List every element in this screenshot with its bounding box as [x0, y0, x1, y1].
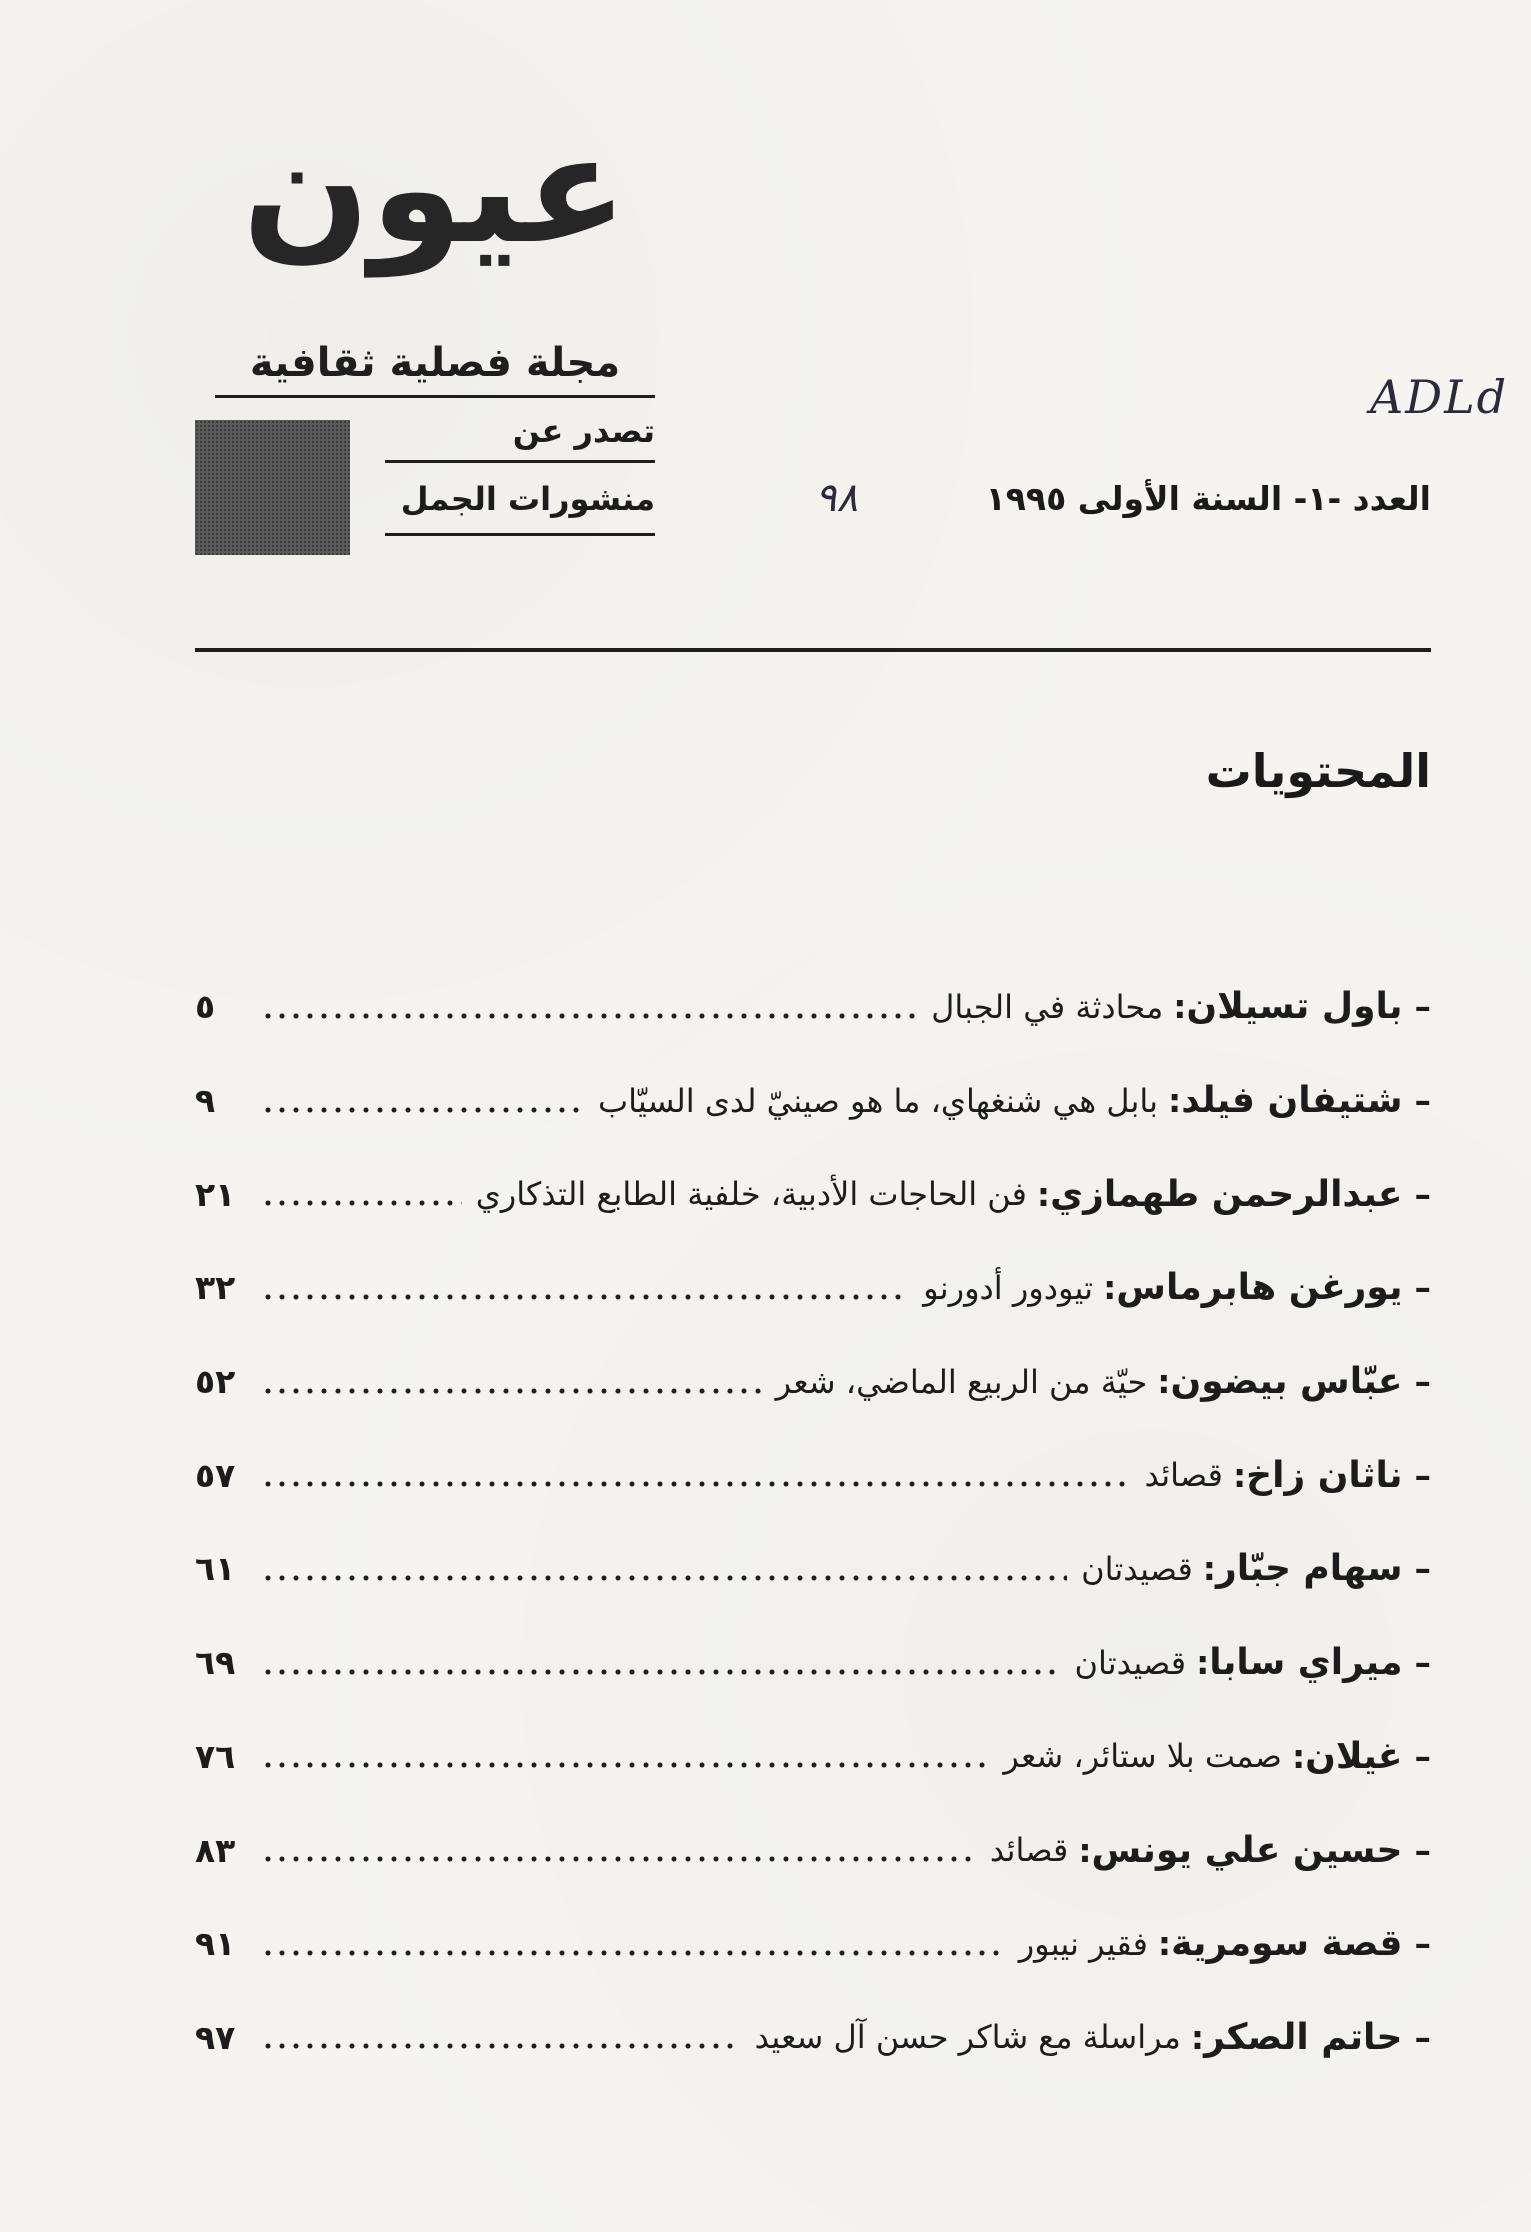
- toc-page-number: ٣٢: [195, 1268, 236, 1308]
- toc-page-number: ٧٦: [195, 1736, 236, 1776]
- toc-separator: :: [1168, 1081, 1182, 1121]
- toc-dash: –: [1414, 1830, 1431, 1870]
- toc-page-number: ٦٩: [195, 1643, 236, 1683]
- toc-separator: :: [1291, 1736, 1306, 1776]
- toc-dash: –: [1414, 987, 1431, 1027]
- issued-by-divider: [385, 460, 655, 463]
- toc-author: عبّاس بيضون: [1170, 1361, 1403, 1403]
- toc-entry: [195, 1991, 1431, 2085]
- toc-entry: [195, 1335, 1431, 1429]
- toc-separator: :: [1103, 1268, 1117, 1308]
- toc-page-number: ٩٧: [195, 2017, 236, 2057]
- toc-title: تيودور أدورنو: [923, 1268, 1094, 1307]
- toc-title: محادثة في الجبال: [931, 987, 1164, 1026]
- toc-separator: :: [1202, 1549, 1216, 1589]
- issue-info: العدد -١- السنة الأولى ١٩٩٥: [985, 479, 1431, 518]
- toc-entry: [195, 1428, 1431, 1522]
- toc-separator: :: [1157, 1924, 1172, 1964]
- toc-dash: –: [1414, 1643, 1431, 1683]
- toc-page-number: ٢١: [195, 1174, 236, 1214]
- toc-dot-leader: [261, 1013, 917, 1019]
- toc-title: مراسلة مع شاكر حسن آل سعيد: [754, 2018, 1181, 2057]
- toc-entry: [195, 960, 1431, 1054]
- toc-separator: :: [1173, 987, 1187, 1027]
- toc-entry: [195, 1147, 1431, 1241]
- toc-entry: [195, 1803, 1431, 1897]
- handwritten-code: ADLd: [1370, 370, 1509, 424]
- magazine-logo-title: عيون: [242, 103, 628, 277]
- toc-separator: :: [1036, 1174, 1051, 1214]
- toc-dash: –: [1414, 2017, 1431, 2057]
- toc-entry: [195, 1522, 1431, 1616]
- publisher-name: منشورات الجمل: [400, 480, 655, 518]
- logo-grey-square: [195, 420, 350, 555]
- toc-separator: :: [1196, 1643, 1210, 1683]
- toc-dash: –: [1414, 1455, 1431, 1495]
- toc-author: ميراي سابا: [1209, 1642, 1403, 1684]
- toc-dash: –: [1414, 1174, 1431, 1214]
- toc-page-number: ٥٧: [195, 1455, 236, 1495]
- toc-dot-leader: [261, 1856, 976, 1862]
- publisher-divider: [385, 533, 655, 536]
- magazine-subtitle: مجلة فصلية ثقافية: [249, 340, 621, 386]
- toc-entry: [195, 1616, 1431, 1710]
- toc-page-number: ٥٢: [195, 1362, 236, 1402]
- toc-dash: –: [1414, 1362, 1431, 1402]
- toc-entry: [195, 1710, 1431, 1804]
- toc-entry: [195, 1241, 1431, 1335]
- toc-dot-leader: [261, 1950, 1005, 1956]
- toc-page-number: ٩١: [195, 1924, 236, 1964]
- toc-dash: –: [1414, 1268, 1431, 1308]
- toc-author: قصة سومرية: [1171, 1923, 1403, 1965]
- toc-title: بابل هي شنغهاي، ما هو صينيّ لدى السيّاب: [597, 1081, 1159, 1120]
- toc-separator: :: [1232, 1455, 1247, 1495]
- toc-dot-leader: [261, 1762, 989, 1768]
- toc-title: صمت بلا ستائر، شعر: [1003, 1737, 1282, 1776]
- toc-dash: –: [1414, 1549, 1431, 1589]
- toc-author: ناثان زاخ: [1246, 1454, 1403, 1496]
- contents-heading: المحتويات: [1205, 744, 1431, 798]
- toc-author: يورغن هابرماس: [1116, 1267, 1403, 1309]
- toc-dot-leader: [261, 2043, 741, 2049]
- toc-separator: :: [1078, 1830, 1092, 1870]
- toc-dot-leader: [261, 1200, 462, 1206]
- toc-title: حيّة من الربيع الماضي، شعر: [775, 1362, 1148, 1401]
- toc-author: شتيفان فيلد: [1181, 1080, 1403, 1122]
- toc-title: قصيدتان: [1081, 1549, 1193, 1588]
- toc-separator: :: [1190, 2017, 1205, 2057]
- toc-title: قصائد: [989, 1831, 1069, 1870]
- toc-entry: [195, 1897, 1431, 1991]
- toc-entry: [195, 1054, 1431, 1148]
- toc-dot-leader: [261, 1294, 909, 1300]
- toc-dot-leader: [261, 1107, 584, 1113]
- toc-title: فقير نيبور: [1018, 1924, 1148, 1963]
- table-of-contents: [195, 960, 1431, 2084]
- toc-author: حسين علي يونس: [1091, 1829, 1403, 1871]
- toc-author: غيلان: [1305, 1735, 1403, 1777]
- toc-dash: –: [1414, 1924, 1431, 1964]
- toc-page-number: ٥: [195, 987, 216, 1027]
- toc-author: عبدالرحمن طهمازي: [1050, 1173, 1403, 1215]
- header-divider: [195, 648, 1431, 652]
- issued-by-label: تصدر عن: [512, 412, 655, 450]
- toc-author: حاتم الصكر: [1204, 2016, 1403, 2058]
- toc-dash: –: [1414, 1081, 1431, 1121]
- toc-title: قصائد: [1144, 1456, 1223, 1495]
- toc-author: سهام جبّار: [1216, 1548, 1403, 1590]
- toc-dot-leader: [261, 1388, 762, 1394]
- toc-separator: :: [1157, 1362, 1171, 1402]
- toc-title: فن الحاجات الأدبية، خلفية الطابع التذكاري: [475, 1175, 1027, 1214]
- toc-page-number: ٨٣: [195, 1830, 236, 1870]
- handwritten-number: ٩٨: [815, 475, 858, 521]
- toc-dot-leader: [261, 1481, 1130, 1487]
- toc-title: قصيدتان: [1074, 1643, 1187, 1682]
- toc-author: باول تسيلان: [1186, 986, 1403, 1028]
- magazine-masthead: [195, 103, 655, 555]
- toc-dash: –: [1414, 1736, 1431, 1776]
- toc-page-number: ٩: [195, 1081, 216, 1121]
- toc-dot-leader: [261, 1669, 1060, 1675]
- toc-page-number: ٦١: [195, 1549, 236, 1589]
- toc-dot-leader: [261, 1575, 1067, 1581]
- subtitle-divider: [215, 395, 655, 398]
